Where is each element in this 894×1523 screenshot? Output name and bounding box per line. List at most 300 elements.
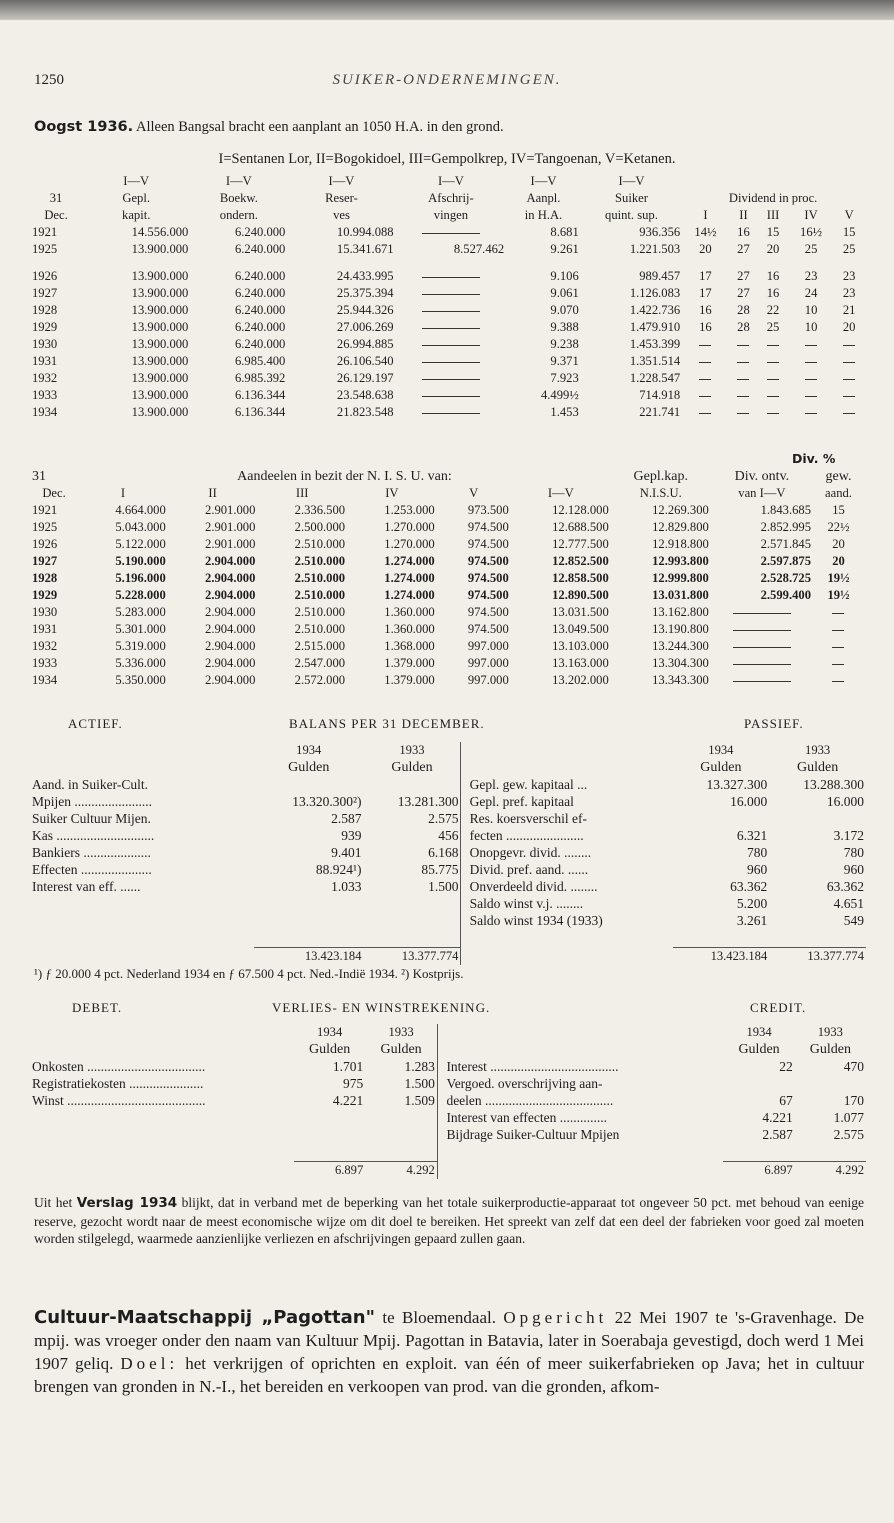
item-label: Res. koersverschil ef- — [469, 811, 588, 826]
table-cell: 16 — [699, 320, 712, 334]
spacer — [444, 1041, 723, 1058]
table-cell: 9.061 — [550, 286, 579, 300]
table-cell: 9.371 — [550, 354, 579, 368]
table-cell: 15.341.671 — [336, 242, 394, 256]
table-cell: 2.852.995 — [760, 520, 811, 534]
shareholding-table — [30, 468, 864, 689]
table-cell: 997.000 — [467, 673, 509, 687]
header-row — [30, 190, 864, 207]
column-header — [758, 173, 788, 190]
separator — [461, 776, 468, 793]
table-cell: 2.904.000 — [205, 673, 256, 687]
table-row — [30, 502, 864, 519]
statement-row — [30, 810, 866, 827]
total-row — [30, 1162, 866, 1180]
table-cell: 13.244.300 — [652, 639, 709, 653]
column-header — [682, 173, 728, 190]
table-cell: 23 — [842, 286, 856, 300]
table-row — [30, 587, 864, 604]
item-value — [769, 810, 866, 827]
table-cell: 1931 — [32, 354, 58, 368]
spacer — [769, 929, 866, 948]
item-label: Vergoed. overschrijving aan- — [446, 1076, 603, 1091]
table-cell: 2.599.400 — [760, 588, 811, 602]
table-cell: 2.904.000 — [205, 588, 256, 602]
column-header: I—V — [437, 174, 464, 188]
column-header — [834, 173, 864, 190]
item-label: Suiker Cultuur Mijen. — [32, 811, 151, 826]
spacer — [30, 742, 254, 759]
table-row — [30, 570, 864, 587]
table-cell: 5.283.000 — [115, 605, 166, 619]
table-cell: 13.900.000 — [131, 269, 189, 283]
spacer — [30, 948, 254, 966]
item-value — [795, 1075, 866, 1092]
table-row — [30, 536, 864, 553]
table-cell: 13.900.000 — [131, 371, 189, 385]
table-cell: 15 — [842, 225, 856, 239]
item-value — [294, 1109, 365, 1126]
column-header: ves — [333, 208, 350, 222]
table-row — [30, 302, 864, 319]
table-cell — [711, 672, 813, 689]
table-cell — [396, 285, 507, 302]
credit-label: CREDIT. — [750, 1000, 807, 1015]
column-header — [30, 173, 82, 190]
spacer — [365, 1143, 437, 1162]
table-cell: 17 — [699, 286, 712, 300]
table-cell: 2.904.000 — [205, 639, 256, 653]
item-label: Interest van eff. ...... — [32, 879, 141, 894]
table-cell — [682, 370, 728, 387]
statement-row — [30, 1092, 866, 1109]
item-value — [254, 895, 363, 912]
item-value: 2.575 — [833, 1127, 864, 1142]
table-cell: 25 — [766, 320, 780, 334]
statement-row — [30, 1126, 866, 1143]
item-value — [673, 810, 770, 827]
unit-header: Gulden — [309, 1042, 351, 1057]
column-header: Div. ontv. — [734, 469, 790, 484]
item-label — [30, 1126, 294, 1143]
table-cell: 13.031.800 — [652, 588, 709, 602]
report-paragraph — [34, 1194, 864, 1248]
table-cell — [834, 404, 864, 421]
table-cell — [396, 370, 507, 387]
spacer — [461, 929, 468, 948]
spacer-row — [30, 1143, 866, 1162]
company-entry — [34, 1306, 864, 1398]
separator — [437, 1058, 444, 1075]
spacer — [363, 929, 460, 948]
column-header: V — [469, 486, 479, 500]
item-value: 67 — [779, 1093, 793, 1108]
table-cell: 12.688.500 — [552, 520, 609, 534]
spacer — [444, 1143, 723, 1162]
unit-header: Gulden — [700, 760, 742, 775]
item-value: 1.077 — [833, 1110, 864, 1125]
table-cell: 12.269.300 — [652, 503, 709, 517]
table-cell: 2.510.000 — [294, 537, 346, 551]
table-cell: 2.904.000 — [205, 571, 256, 585]
item-value — [363, 912, 460, 929]
table-cell: 5.196.000 — [115, 571, 166, 585]
separator — [461, 912, 468, 929]
separator — [461, 861, 468, 878]
item-label: Winst ......................................... — [32, 1093, 206, 1108]
spacer — [673, 929, 770, 948]
column-header: III — [295, 486, 309, 500]
column-header: I—V — [547, 486, 574, 500]
table-cell: 12.829.800 — [652, 520, 709, 534]
spacer — [254, 929, 363, 948]
table-cell: 5.301.000 — [115, 622, 166, 636]
table-cell: 9.070 — [550, 303, 579, 317]
table-cell: 1921 — [32, 503, 58, 517]
table-cell: 28 — [737, 320, 750, 334]
pl-title: VERLIES- EN WINSTREKENING. — [272, 1000, 491, 1015]
item-value: 2.587 — [331, 811, 362, 826]
table-cell: 997.000 — [467, 656, 509, 670]
table-cell: 9.106 — [550, 269, 579, 283]
column-header: ondern. — [219, 208, 258, 222]
table-cell: 12.999.800 — [652, 571, 709, 585]
table-cell: 6.240.000 — [234, 320, 286, 334]
table-cell: 1925 — [32, 242, 58, 256]
table-cell: 2.901.000 — [205, 520, 256, 534]
table-cell: 5.228.000 — [115, 588, 166, 602]
table-cell: 10.994.088 — [336, 225, 394, 239]
report-bold: Verslag 1934 — [76, 1195, 178, 1211]
spacer — [30, 1024, 294, 1041]
table-cell: 974.500 — [467, 554, 509, 568]
table-row — [30, 604, 864, 621]
spacer — [30, 929, 254, 948]
separator — [437, 1092, 444, 1109]
spacer — [30, 759, 254, 776]
item-label: Bankiers .................... — [32, 845, 151, 860]
table-cell: 1921 — [32, 225, 58, 239]
year-header: 1933 — [805, 743, 831, 757]
table-cell: 1928 — [32, 571, 58, 585]
table-row — [30, 285, 864, 302]
column-header — [788, 173, 834, 190]
balance-footnote: ¹) ƒ 20.000 4 pct. Nederland 1934 en ƒ 67.500 4 pct. Ned.-Indië 1934. ²) Kostprijs. — [34, 966, 464, 981]
item-value: 780 — [843, 845, 864, 860]
spacer — [468, 759, 673, 776]
table-cell: 2.904.000 — [205, 622, 256, 636]
column-header: I—V — [618, 174, 645, 188]
item-label — [30, 895, 254, 912]
table-row — [30, 370, 864, 387]
column-header: Aandeelen in bezit der N. I. S. U. van: — [237, 469, 452, 484]
table-cell — [729, 336, 759, 353]
table-cell — [396, 319, 507, 336]
table-cell: 22 — [766, 303, 780, 317]
spacer — [30, 1162, 294, 1180]
year-header: 1933 — [399, 743, 425, 757]
table-cell: 27 — [737, 286, 750, 300]
table-cell — [813, 672, 864, 689]
table-cell — [758, 404, 788, 421]
item-label: Saldo winst 1934 (1933) — [469, 913, 603, 928]
separator — [437, 1109, 444, 1126]
table-cell — [711, 638, 813, 655]
table-cell — [813, 638, 864, 655]
table-cell: 21 — [842, 303, 856, 317]
column-header: in H.A. — [524, 208, 563, 222]
separator — [461, 793, 468, 810]
table-cell: 1928 — [32, 303, 58, 317]
table-row — [30, 387, 864, 404]
statement-row — [30, 776, 866, 793]
item-label: Gepl. pref. kapitaal — [469, 794, 574, 809]
table-row — [30, 336, 864, 353]
table-cell: 714.918 — [639, 388, 681, 402]
item-label: Bijdrage Suiker-Cultuur Mpijen — [446, 1127, 620, 1142]
table-cell: 2.904.000 — [205, 605, 256, 619]
item-value: 85.775 — [421, 862, 459, 877]
item-label: Onverdeeld divid. ........ — [469, 879, 598, 894]
item-label — [30, 1109, 294, 1126]
table-cell: 27.006.269 — [336, 320, 394, 334]
spacer — [468, 948, 673, 966]
balance-sheet — [30, 742, 866, 965]
table-cell: 974.500 — [467, 605, 509, 619]
table-cell — [834, 387, 864, 404]
table-cell — [396, 302, 507, 319]
table-cell: 12.993.800 — [652, 554, 709, 568]
table-cell: 15 — [766, 225, 780, 239]
spacer-row — [30, 929, 866, 948]
item-value: 170 — [843, 1093, 864, 1108]
table-cell: 1927 — [32, 286, 58, 300]
page-number: 1250 — [34, 72, 64, 88]
year-header: 1933 — [388, 1025, 414, 1039]
item-value: 13.281.300 — [397, 794, 459, 809]
item-value — [363, 895, 460, 912]
separator — [461, 742, 468, 759]
total-value: 13.423.184 — [254, 948, 363, 966]
statement-row — [30, 827, 866, 844]
column-header: III — [766, 208, 780, 222]
item-value: 960 — [843, 862, 864, 877]
table-cell: 6.240.000 — [234, 242, 286, 256]
table-cell — [711, 655, 813, 672]
column-header: I—V — [225, 174, 252, 188]
spacer — [468, 742, 673, 759]
separator — [437, 1024, 444, 1041]
table-cell: 24.433.995 — [336, 269, 394, 283]
table-cell: 1.126.083 — [629, 286, 681, 300]
table-cell: 13.900.000 — [131, 242, 189, 256]
table-cell — [729, 387, 759, 404]
table-cell: 973.500 — [467, 503, 509, 517]
table-cell: 23 — [842, 269, 856, 283]
table-cell: 1.360.000 — [384, 622, 435, 636]
table-row — [30, 672, 864, 689]
item-value: 960 — [746, 862, 768, 877]
table-cell — [729, 370, 759, 387]
table-cell: 27 — [737, 242, 750, 256]
unit-row — [30, 759, 866, 776]
table-cell: 13.202.000 — [552, 673, 609, 687]
table-cell: 1927 — [32, 554, 58, 568]
table-cell: 2.510.000 — [294, 622, 346, 636]
table-cell: 13.900.000 — [131, 388, 189, 402]
table-cell: 16 — [699, 303, 712, 317]
table-cell: 1933 — [32, 388, 58, 402]
actief-label: ACTIEF. — [68, 716, 123, 731]
separator — [461, 759, 468, 776]
table-cell — [729, 404, 759, 421]
statement-row — [30, 844, 866, 861]
separator — [461, 878, 468, 895]
statement-row — [30, 878, 866, 895]
spacer — [444, 1024, 723, 1041]
table-cell: 2.597.875 — [760, 554, 811, 568]
item-label: Kas ............................. — [32, 828, 155, 843]
table-cell — [788, 336, 834, 353]
total-value: 13.423.184 — [673, 948, 770, 966]
item-label — [30, 912, 254, 929]
unit-header: Gulden — [797, 760, 839, 775]
table-cell: 22½ — [827, 520, 850, 534]
column-header: quint. sup. — [605, 208, 658, 222]
table-cell — [834, 336, 864, 353]
column-header: I—V — [123, 174, 150, 188]
separator — [461, 810, 468, 827]
table-cell: 1932 — [32, 639, 58, 653]
table-cell: 25.375.394 — [336, 286, 394, 300]
table-cell: 26.994.885 — [336, 337, 394, 351]
item-value: 549 — [843, 913, 864, 928]
total-row — [30, 948, 866, 966]
table-cell: 1.253.000 — [384, 503, 435, 517]
table-cell: 13.343.300 — [652, 673, 709, 687]
table-cell: 2.515.000 — [294, 639, 346, 653]
table-cell: 2.528.725 — [760, 571, 811, 585]
table-cell: 1.368.000 — [384, 639, 435, 653]
item-value: 939 — [341, 828, 362, 843]
spacer — [30, 1143, 294, 1162]
statement-row — [30, 1058, 866, 1075]
table-cell: 12.852.500 — [552, 554, 609, 568]
spacer — [444, 1162, 723, 1180]
table-cell: 1.360.000 — [384, 605, 435, 619]
table-cell: 13.900.000 — [131, 320, 189, 334]
table-cell: 1930 — [32, 605, 58, 619]
table-cell: 6.136.344 — [234, 388, 286, 402]
statement-row — [30, 912, 866, 929]
column-header: kapit. — [122, 208, 151, 222]
table-cell: 989.457 — [639, 269, 681, 283]
table-cell: 13.900.000 — [131, 303, 189, 317]
page-top-edge — [0, 0, 894, 20]
unit-row — [30, 1041, 866, 1058]
table-cell: 19½ — [827, 571, 850, 585]
table-cell: 13.900.000 — [131, 405, 189, 419]
item-value: 16.000 — [826, 794, 864, 809]
table-cell: 10 — [804, 320, 818, 334]
separator — [461, 827, 468, 844]
table-cell: 5.043.000 — [115, 520, 166, 534]
table-cell: 13.031.500 — [552, 605, 609, 619]
separator — [461, 844, 468, 861]
table-cell: 9.388 — [550, 320, 579, 334]
table-cell — [813, 604, 864, 621]
company-name: Cultuur-Maatschappij „Pagottan" — [34, 1307, 375, 1328]
company-history: 22 Mei 1907 te 's-Gravenhage. De mpij. was vroeger onder den naam van Kultuur Mpij. Pagottan in Batavia, later in Soerabaja gevestigd, doch werd 1 Mei 1907 geliq. — [34, 1308, 864, 1373]
table-cell: 2.901.000 — [205, 503, 256, 517]
item-value — [254, 776, 363, 793]
table-cell: 10 — [804, 303, 818, 317]
year-row — [30, 742, 866, 759]
table-cell — [758, 387, 788, 404]
column-header: Dividend in proc. — [728, 191, 818, 205]
item-value: 975 — [343, 1076, 364, 1091]
table-cell: 28 — [737, 303, 750, 317]
table-cell: 13.900.000 — [131, 337, 189, 351]
statement-row — [30, 1109, 866, 1126]
item-value: 470 — [843, 1059, 864, 1074]
table-cell: 5.319.000 — [115, 639, 166, 653]
table-row — [30, 241, 864, 263]
table-cell: 6.240.000 — [234, 269, 286, 283]
unit-header: Gulden — [738, 1042, 780, 1057]
table-cell — [758, 370, 788, 387]
column-header: II — [739, 208, 748, 222]
profit-loss-statement — [30, 1024, 866, 1179]
table-cell: 1.274.000 — [384, 588, 435, 602]
table-cell: 8.527.462 — [453, 242, 505, 256]
column-header: V — [844, 208, 854, 222]
table-cell — [396, 353, 507, 370]
total-value: 6.897 — [723, 1162, 794, 1180]
table-cell: 1.453.399 — [629, 337, 681, 351]
item-value: 22 — [779, 1059, 793, 1074]
item-label: Divid. pref. aand. ...... — [469, 862, 589, 877]
table-row — [30, 519, 864, 536]
year-header: 1933 — [817, 1025, 843, 1039]
table-cell — [813, 655, 864, 672]
estate-legend: I=Sentanen Lor, II=Bogokidoel, III=Gempolkrep, IV=Tangoenan, V=Ketanen. — [218, 151, 676, 167]
item-value: 4.221 — [762, 1110, 793, 1125]
column-header: Suiker — [615, 191, 648, 205]
table-cell: 1929 — [32, 588, 58, 602]
table-cell: 6.985.400 — [234, 354, 286, 368]
table-cell: 5.122.000 — [115, 537, 166, 551]
spacer — [795, 1143, 866, 1162]
table-cell: 2.901.000 — [205, 537, 256, 551]
item-value — [254, 912, 363, 929]
table-cell: 2.510.000 — [294, 605, 346, 619]
table-cell — [396, 336, 507, 353]
item-value: 3.261 — [736, 913, 768, 928]
table-cell: 1930 — [32, 337, 58, 351]
column-header: I—V — [530, 174, 557, 188]
item-label: Mpijen ....................... — [32, 794, 152, 809]
table-cell — [682, 404, 728, 421]
column-header: vingen — [433, 208, 469, 222]
table-cell: 2.336.500 — [294, 503, 346, 517]
item-value: 4.651 — [833, 896, 864, 911]
table-cell: 13.900.000 — [131, 286, 189, 300]
total-value: 6.897 — [294, 1162, 365, 1180]
item-value: 63.362 — [826, 879, 864, 894]
item-value: 4.221 — [332, 1093, 364, 1108]
item-value: 6.168 — [428, 845, 459, 860]
